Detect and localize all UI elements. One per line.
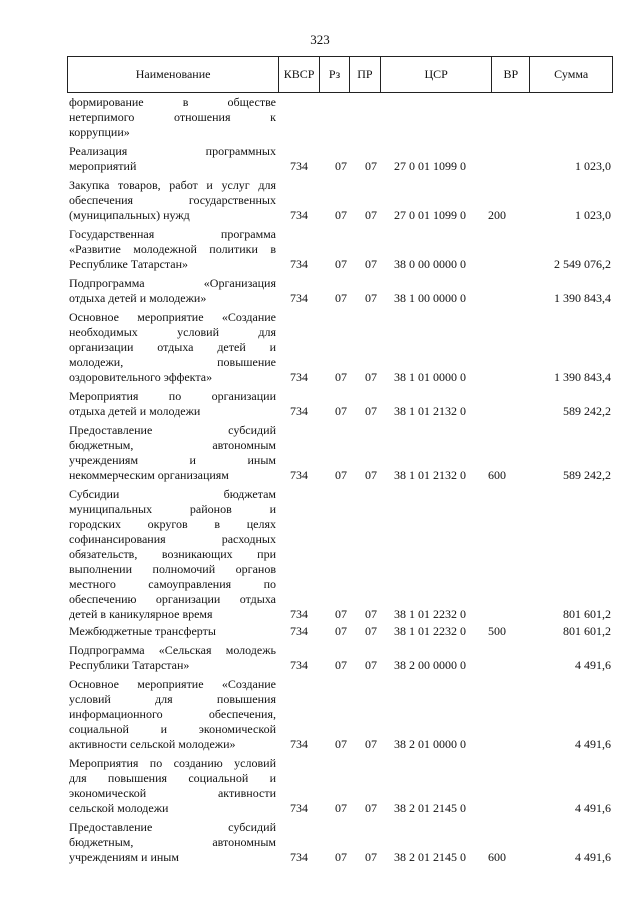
row-values xyxy=(67,607,613,622)
row-name-line: нетерпимого отношения к xyxy=(69,110,276,124)
cell-sum: 589 242,2 xyxy=(563,404,611,418)
row-name-line: отдыха детей и молодежи» xyxy=(69,291,207,305)
cell-sum: 4 491,6 xyxy=(575,801,611,815)
cell-sum: 1 390 843,4 xyxy=(554,370,611,384)
table-row xyxy=(67,756,613,816)
cell-kvsr: 734 xyxy=(290,607,308,621)
row-name-line: Реализация программных xyxy=(69,144,276,158)
row-name-line: организации отдыха детей и xyxy=(69,340,276,354)
row-name-line: Межбюджетные трансферты xyxy=(69,624,216,638)
cell-kvsr: 734 xyxy=(290,404,308,418)
header-pr: ПР xyxy=(350,57,381,92)
cell-sum: 1 023,0 xyxy=(575,208,611,222)
cell-csr: 38 1 01 2132 0 xyxy=(394,404,466,418)
cell-kvsr: 734 xyxy=(290,801,308,815)
cell-pr: 07 xyxy=(365,291,377,305)
cell-kvsr: 734 xyxy=(290,291,308,305)
table-row xyxy=(67,310,613,385)
row-name-line: условий для повышения xyxy=(69,692,276,706)
cell-rz: 07 xyxy=(335,607,347,621)
cell-csr: 27 0 01 1099 0 xyxy=(394,208,466,222)
cell-pr: 07 xyxy=(365,159,377,173)
row-name-line: необходимых условий для xyxy=(69,325,276,339)
cell-pr: 07 xyxy=(365,850,377,864)
cell-kvsr: 734 xyxy=(290,257,308,271)
table-row xyxy=(67,820,613,865)
cell-rz: 07 xyxy=(335,737,347,751)
cell-rz: 07 xyxy=(335,468,347,482)
row-name-line: Предоставление субсидий xyxy=(69,820,276,834)
row-name-line: местного самоуправления по xyxy=(69,577,276,591)
cell-rz: 07 xyxy=(335,291,347,305)
header-csr: ЦСР xyxy=(381,57,493,92)
row-values xyxy=(67,404,613,419)
cell-kvsr: 734 xyxy=(290,737,308,751)
row-name-line: экономической активности xyxy=(69,786,276,800)
row-name-line: оздоровительного эффекта» xyxy=(69,370,213,384)
table-row xyxy=(67,389,613,419)
cell-pr: 07 xyxy=(365,607,377,621)
table-row xyxy=(67,643,613,673)
cell-sum: 4 491,6 xyxy=(575,850,611,864)
row-name-line: некоммерческим организациям xyxy=(69,468,229,482)
row-values xyxy=(67,624,613,639)
cell-csr: 38 1 01 2132 0 xyxy=(394,468,466,482)
row-name-line: муниципальных районов и xyxy=(69,502,276,516)
row-name-line: софинансирования расходных xyxy=(69,532,276,546)
row-name-line: детей в каникулярное время xyxy=(69,607,213,621)
cell-pr: 07 xyxy=(365,404,377,418)
row-name-line: «Развитие молодежной политики в xyxy=(69,242,276,256)
cell-sum: 1 390 843,4 xyxy=(554,291,611,305)
table-row xyxy=(67,624,613,639)
row-name-line: формирование в обществе xyxy=(69,95,276,109)
cell-rz: 07 xyxy=(335,624,347,638)
row-name-line: для повышения социальной и xyxy=(69,771,276,785)
row-name-line: Закупка товаров, работ и услуг для xyxy=(69,178,276,192)
row-values xyxy=(67,370,613,385)
cell-kvsr: 734 xyxy=(290,159,308,173)
header-sum: Сумма xyxy=(554,67,589,81)
row-values xyxy=(67,737,613,752)
cell-sum: 2 549 076,2 xyxy=(554,257,611,271)
cell-pr: 07 xyxy=(365,257,377,271)
row-values xyxy=(67,257,613,272)
cell-kvsr: 734 xyxy=(290,658,308,672)
row-name-line: (муниципальных) нужд xyxy=(69,208,190,222)
row-name-line: Республике Татарстан» xyxy=(69,257,189,271)
cell-vr: 500 xyxy=(488,624,506,638)
row-name-line: Мероприятия по созданию условий xyxy=(69,756,276,770)
table-row xyxy=(67,423,613,483)
row-name-line: Государственная программа xyxy=(69,227,276,241)
cell-kvsr: 734 xyxy=(290,624,308,638)
cell-sum: 589 242,2 xyxy=(563,468,611,482)
cell-vr: 600 xyxy=(488,468,506,482)
cell-rz: 07 xyxy=(335,370,347,384)
row-name-line: активности сельской молодежи» xyxy=(69,737,236,751)
cell-pr: 07 xyxy=(365,468,377,482)
row-name-line: отдыха детей и молодежи xyxy=(69,404,201,418)
page-number: 323 xyxy=(310,32,330,47)
cell-pr: 07 xyxy=(365,624,377,638)
cell-rz: 07 xyxy=(335,850,347,864)
row-values xyxy=(67,159,613,174)
cell-sum: 4 491,6 xyxy=(575,737,611,751)
cell-kvsr: 734 xyxy=(290,370,308,384)
row-name-line: Основное мероприятие «Создание xyxy=(69,310,276,324)
row-name-line: Подпрограмма «Организация xyxy=(69,276,276,290)
row-name xyxy=(67,487,276,622)
cell-vr: 600 xyxy=(488,850,506,864)
row-name-line: коррупции» xyxy=(69,125,130,139)
row-name-line: информационного обеспечения, xyxy=(69,707,276,721)
row-name-line: Республики Татарстан» xyxy=(69,658,190,672)
row-name-line: мероприятий xyxy=(69,159,137,173)
row-values xyxy=(67,208,613,223)
row-values xyxy=(67,125,613,140)
cell-csr: 38 1 01 0000 0 xyxy=(394,370,466,384)
row-name-line: Мероприятия по организации xyxy=(69,389,276,403)
row-name-line: бюджетным, автономным xyxy=(69,438,276,452)
row-name-line: обеспечению организации отдыха xyxy=(69,592,276,606)
header-vr: ВР xyxy=(492,57,530,92)
row-values xyxy=(67,291,613,306)
row-name-line: Субсидии бюджетам xyxy=(69,487,276,501)
cell-csr: 38 1 01 2232 0 xyxy=(394,607,466,621)
cell-sum: 1 023,0 xyxy=(575,159,611,173)
cell-csr: 38 1 00 0000 0 xyxy=(394,291,466,305)
cell-csr: 27 0 01 1099 0 xyxy=(394,159,466,173)
row-name-line: социальной и экономической xyxy=(69,722,276,736)
table-row xyxy=(67,276,613,306)
row-name-line: городских округов в целях xyxy=(69,517,276,531)
row-name-line: Основное мероприятие «Создание xyxy=(69,677,276,691)
row-values xyxy=(67,468,613,483)
cell-rz: 07 xyxy=(335,658,347,672)
header-rz: Рз xyxy=(320,57,350,92)
row-name-line: Предоставление субсидий xyxy=(69,423,276,437)
row-name-line: учреждениям и иным xyxy=(69,850,179,864)
cell-pr: 07 xyxy=(365,658,377,672)
row-name-line: бюджетным, автономным xyxy=(69,835,276,849)
cell-pr: 07 xyxy=(365,370,377,384)
row-name-line: сельской молодежи xyxy=(69,801,169,815)
cell-csr: 38 0 00 0000 0 xyxy=(394,257,466,271)
cell-kvsr: 734 xyxy=(290,468,308,482)
row-values xyxy=(67,658,613,673)
table-row xyxy=(67,487,613,622)
table-header xyxy=(67,56,613,93)
cell-rz: 07 xyxy=(335,159,347,173)
table-row xyxy=(67,677,613,752)
cell-rz: 07 xyxy=(335,208,347,222)
table-row xyxy=(67,95,613,140)
row-values xyxy=(67,801,613,816)
header-kvsr: КВСР xyxy=(279,57,320,92)
cell-sum: 4 491,6 xyxy=(575,658,611,672)
cell-csr: 38 2 01 0000 0 xyxy=(394,737,466,751)
cell-kvsr: 734 xyxy=(290,850,308,864)
cell-rz: 07 xyxy=(335,404,347,418)
row-name-line: обязательств, возникающих при xyxy=(69,547,276,561)
cell-csr: 38 2 00 0000 0 xyxy=(394,658,466,672)
table-row xyxy=(67,144,613,174)
cell-pr: 07 xyxy=(365,801,377,815)
table-body xyxy=(67,95,613,865)
table-row xyxy=(67,227,613,272)
row-name-line: выполнении полномочий органов xyxy=(69,562,276,576)
cell-sum: 801 601,2 xyxy=(563,607,611,621)
table-row xyxy=(67,178,613,223)
row-name-line: обеспечения государственных xyxy=(69,193,276,207)
cell-vr: 200 xyxy=(488,208,506,222)
cell-pr: 07 xyxy=(365,737,377,751)
cell-sum: 801 601,2 xyxy=(563,624,611,638)
row-name-line: молодежи, повышение xyxy=(69,355,276,369)
cell-kvsr: 734 xyxy=(290,208,308,222)
cell-csr: 38 1 01 2232 0 xyxy=(394,624,466,638)
header-name: Наименование xyxy=(68,57,279,92)
row-name-line: учреждениям и иным xyxy=(69,453,276,467)
cell-csr: 38 2 01 2145 0 xyxy=(394,801,466,815)
cell-pr: 07 xyxy=(365,208,377,222)
row-name-line: Подпрограмма «Сельская молодежь xyxy=(69,643,276,657)
cell-rz: 07 xyxy=(335,801,347,815)
cell-rz: 07 xyxy=(335,257,347,271)
row-values xyxy=(67,850,613,865)
cell-csr: 38 2 01 2145 0 xyxy=(394,850,466,864)
